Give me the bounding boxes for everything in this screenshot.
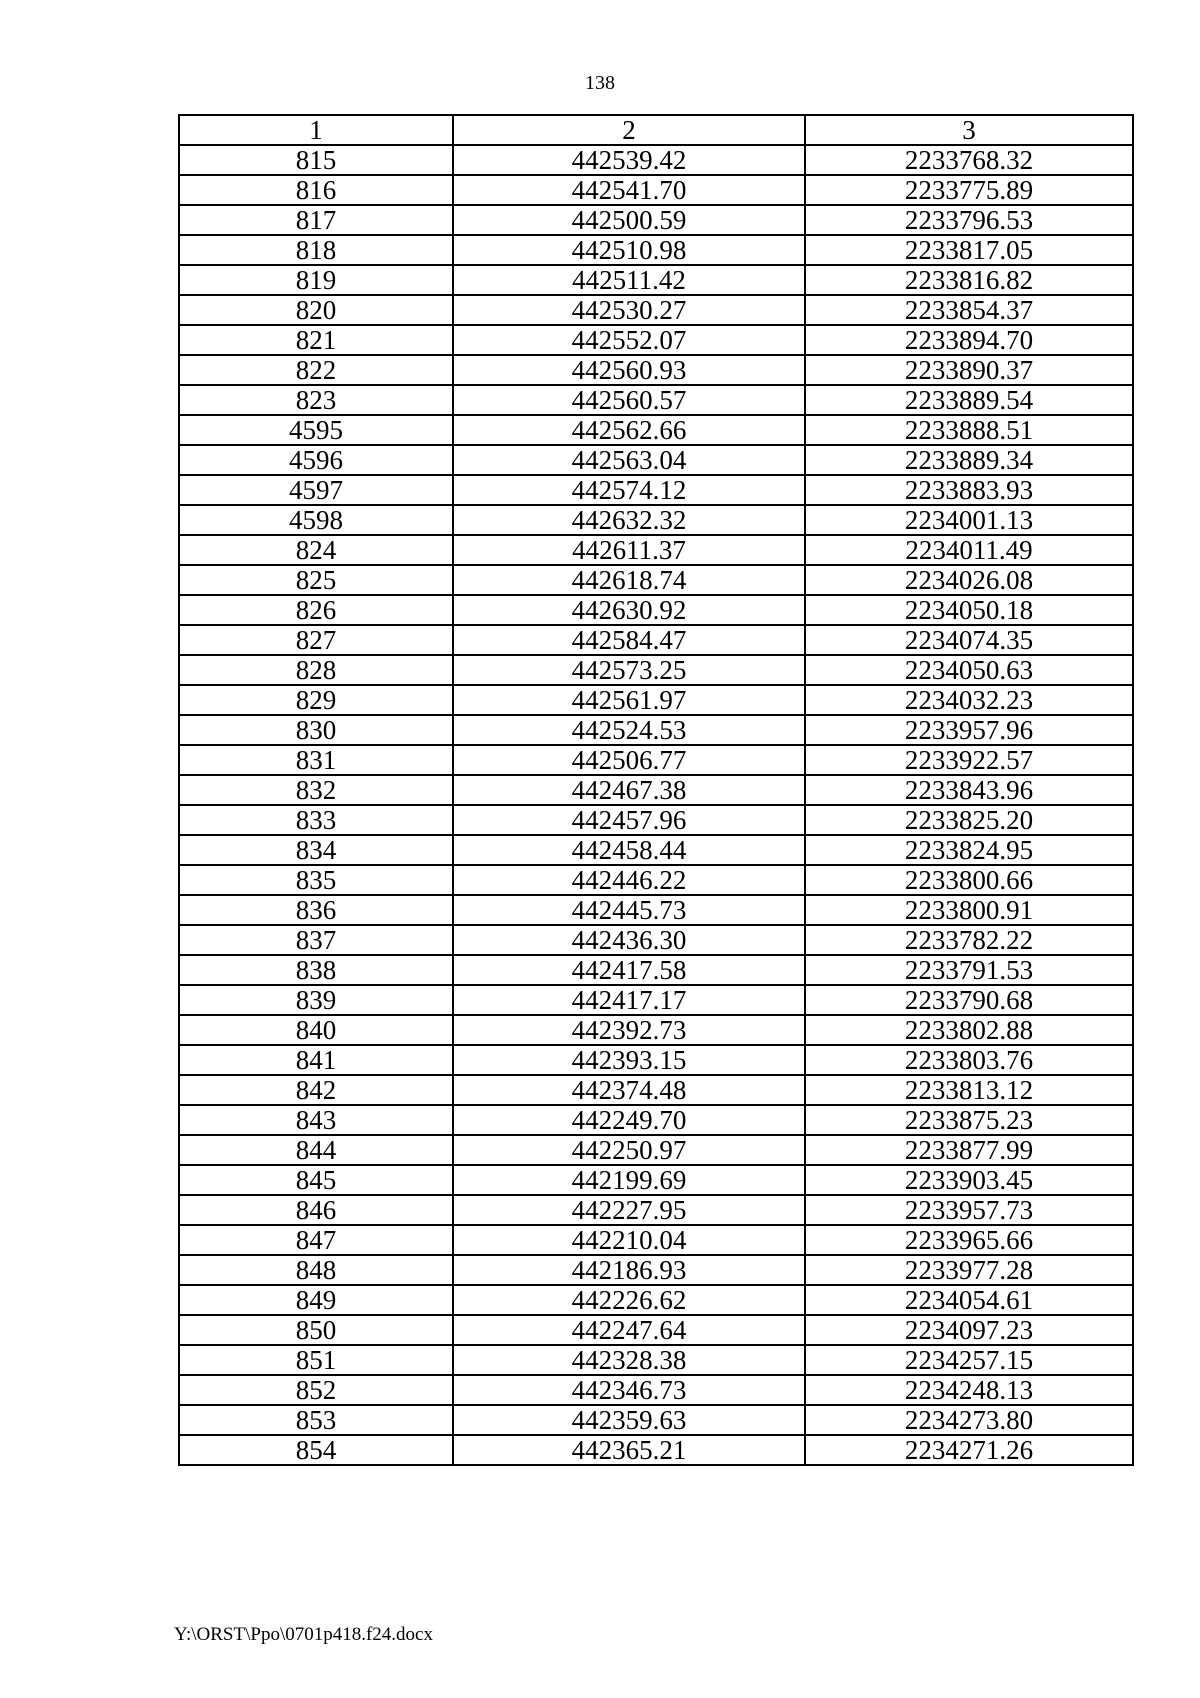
coordinate-y-cell: 2233817.05 <box>805 235 1133 265</box>
coordinate-y-cell: 2233877.99 <box>805 1135 1133 1165</box>
table-row <box>179 745 1133 775</box>
table-row <box>179 835 1133 865</box>
coordinate-x-cell: 442186.93 <box>453 1255 805 1285</box>
table-row <box>179 205 1133 235</box>
point-number-cell: 820 <box>179 295 453 325</box>
coordinate-x-cell: 442530.27 <box>453 295 805 325</box>
coordinate-y-cell: 2233816.82 <box>805 265 1133 295</box>
table-body <box>179 115 1133 1465</box>
table-header-row <box>179 115 1133 145</box>
coordinate-x-cell: 442250.97 <box>453 1135 805 1165</box>
point-number-cell: 851 <box>179 1345 453 1375</box>
coordinate-x-cell: 442618.74 <box>453 565 805 595</box>
coordinate-y-cell: 2233957.73 <box>805 1195 1133 1225</box>
table-row <box>179 535 1133 565</box>
coordinate-x-cell: 442417.58 <box>453 955 805 985</box>
table-row <box>179 265 1133 295</box>
coordinate-y-cell: 2234271.26 <box>805 1435 1133 1465</box>
coordinate-x-cell: 442552.07 <box>453 325 805 355</box>
point-number-cell: 853 <box>179 1405 453 1435</box>
coordinate-x-cell: 442560.93 <box>453 355 805 385</box>
coordinate-y-cell: 2234050.63 <box>805 655 1133 685</box>
coordinate-x-cell: 442445.73 <box>453 895 805 925</box>
coordinate-y-cell: 2234097.23 <box>805 1315 1133 1345</box>
coordinate-y-cell: 2233965.66 <box>805 1225 1133 1255</box>
table-row <box>179 895 1133 925</box>
table-row <box>179 1435 1133 1465</box>
point-number-cell: 817 <box>179 205 453 235</box>
point-number-cell: 4597 <box>179 475 453 505</box>
coordinate-x-cell: 442227.95 <box>453 1195 805 1225</box>
coordinate-x-cell: 442210.04 <box>453 1225 805 1255</box>
coordinate-x-cell: 442630.92 <box>453 595 805 625</box>
coordinate-y-cell: 2233825.20 <box>805 805 1133 835</box>
coordinate-y-cell: 2233803.76 <box>805 1045 1133 1075</box>
point-number-cell: 4598 <box>179 505 453 535</box>
coordinate-y-cell: 2234026.08 <box>805 565 1133 595</box>
coordinate-x-cell: 442446.22 <box>453 865 805 895</box>
point-number-cell: 828 <box>179 655 453 685</box>
point-number-cell: 839 <box>179 985 453 1015</box>
point-number-cell: 834 <box>179 835 453 865</box>
point-number-cell: 836 <box>179 895 453 925</box>
table-row <box>179 1135 1133 1165</box>
coordinate-y-cell: 2234248.13 <box>805 1375 1133 1405</box>
point-number-cell: 819 <box>179 265 453 295</box>
coordinate-x-cell: 442510.98 <box>453 235 805 265</box>
table-row <box>179 565 1133 595</box>
coordinate-y-cell: 2234050.18 <box>805 595 1133 625</box>
coordinate-x-cell: 442392.73 <box>453 1015 805 1045</box>
point-number-cell: 829 <box>179 685 453 715</box>
table-row <box>179 655 1133 685</box>
table-row <box>179 145 1133 175</box>
coordinate-y-cell: 2233903.45 <box>805 1165 1133 1195</box>
table-row <box>179 1045 1133 1075</box>
point-number-cell: 846 <box>179 1195 453 1225</box>
table-row <box>179 865 1133 895</box>
coordinate-y-cell: 2233775.89 <box>805 175 1133 205</box>
point-number-cell: 818 <box>179 235 453 265</box>
table-row <box>179 1225 1133 1255</box>
footer-file-path: Y:\ORST\Ppo\0701p418.f24.docx <box>174 1624 433 1645</box>
point-number-cell: 831 <box>179 745 453 775</box>
coordinate-x-cell: 442436.30 <box>453 925 805 955</box>
coordinate-x-cell: 442374.48 <box>453 1075 805 1105</box>
coordinate-x-cell: 442506.77 <box>453 745 805 775</box>
table-row <box>179 445 1133 475</box>
coordinate-y-cell: 2233888.51 <box>805 415 1133 445</box>
table-row <box>179 1075 1133 1105</box>
coordinate-x-cell: 442199.69 <box>453 1165 805 1195</box>
coordinate-x-cell: 442467.38 <box>453 775 805 805</box>
point-number-cell: 845 <box>179 1165 453 1195</box>
coordinate-x-cell: 442346.73 <box>453 1375 805 1405</box>
coordinate-y-cell: 2233813.12 <box>805 1075 1133 1105</box>
point-number-cell: 824 <box>179 535 453 565</box>
coordinate-y-cell: 2233977.28 <box>805 1255 1133 1285</box>
coordinate-x-cell: 442417.17 <box>453 985 805 1015</box>
table-row <box>179 805 1133 835</box>
coordinate-x-cell: 442611.37 <box>453 535 805 565</box>
point-number-cell: 838 <box>179 955 453 985</box>
point-number-cell: 826 <box>179 595 453 625</box>
coordinate-y-cell: 2233800.66 <box>805 865 1133 895</box>
column-header-3: 3 <box>805 115 1133 145</box>
coordinate-x-cell: 442393.15 <box>453 1045 805 1075</box>
point-number-cell: 4595 <box>179 415 453 445</box>
coordinate-x-cell: 442226.62 <box>453 1285 805 1315</box>
point-number-cell: 842 <box>179 1075 453 1105</box>
table-row <box>179 235 1133 265</box>
coordinate-y-cell: 2234011.49 <box>805 535 1133 565</box>
table-row <box>179 1285 1133 1315</box>
page-number: 138 <box>585 72 615 94</box>
point-number-cell: 848 <box>179 1255 453 1285</box>
point-number-cell: 816 <box>179 175 453 205</box>
table-row <box>179 385 1133 415</box>
coordinate-x-cell: 442573.25 <box>453 655 805 685</box>
coordinate-y-cell: 2233790.68 <box>805 985 1133 1015</box>
table-row <box>179 685 1133 715</box>
table-row <box>179 625 1133 655</box>
point-number-cell: 852 <box>179 1375 453 1405</box>
table-row <box>179 1375 1133 1405</box>
column-header-1: 1 <box>179 115 453 145</box>
point-number-cell: 849 <box>179 1285 453 1315</box>
point-number-cell: 4596 <box>179 445 453 475</box>
table-row <box>179 985 1133 1015</box>
point-number-cell: 850 <box>179 1315 453 1345</box>
coordinate-x-cell: 442457.96 <box>453 805 805 835</box>
coordinate-y-cell: 2233883.93 <box>805 475 1133 505</box>
coordinate-y-cell: 2233889.34 <box>805 445 1133 475</box>
point-number-cell: 832 <box>179 775 453 805</box>
coordinate-y-cell: 2234273.80 <box>805 1405 1133 1435</box>
table-row <box>179 295 1133 325</box>
point-number-cell: 847 <box>179 1225 453 1255</box>
table-row <box>179 1255 1133 1285</box>
point-number-cell: 825 <box>179 565 453 595</box>
coordinate-x-cell: 442562.66 <box>453 415 805 445</box>
coordinate-y-cell: 2233890.37 <box>805 355 1133 385</box>
coordinate-y-cell: 2233843.96 <box>805 775 1133 805</box>
coordinate-x-cell: 442365.21 <box>453 1435 805 1465</box>
coordinate-x-cell: 442632.32 <box>453 505 805 535</box>
point-number-cell: 854 <box>179 1435 453 1465</box>
point-number-cell: 823 <box>179 385 453 415</box>
coordinate-x-cell: 442524.53 <box>453 715 805 745</box>
coordinate-y-cell: 2233875.23 <box>805 1105 1133 1135</box>
coordinate-x-cell: 442249.70 <box>453 1105 805 1135</box>
point-number-cell: 827 <box>179 625 453 655</box>
coordinate-y-cell: 2233796.53 <box>805 205 1133 235</box>
table-row <box>179 475 1133 505</box>
table-row <box>179 775 1133 805</box>
table-row <box>179 415 1133 445</box>
coordinate-x-cell: 442563.04 <box>453 445 805 475</box>
table-row <box>179 925 1133 955</box>
table-row <box>179 1015 1133 1045</box>
coordinate-y-cell: 2233782.22 <box>805 925 1133 955</box>
table-row <box>179 505 1133 535</box>
point-number-cell: 833 <box>179 805 453 835</box>
coordinates-table <box>178 114 1134 1466</box>
coordinate-x-cell: 442560.57 <box>453 385 805 415</box>
point-number-cell: 822 <box>179 355 453 385</box>
point-number-cell: 841 <box>179 1045 453 1075</box>
coordinate-x-cell: 442541.70 <box>453 175 805 205</box>
table-row <box>179 355 1133 385</box>
coordinate-y-cell: 2233922.57 <box>805 745 1133 775</box>
point-number-cell: 837 <box>179 925 453 955</box>
coordinate-y-cell: 2233894.70 <box>805 325 1133 355</box>
point-number-cell: 840 <box>179 1015 453 1045</box>
coordinate-x-cell: 442458.44 <box>453 835 805 865</box>
coordinate-y-cell: 2234054.61 <box>805 1285 1133 1315</box>
column-header-2: 2 <box>453 115 805 145</box>
coordinate-y-cell: 2234074.35 <box>805 625 1133 655</box>
table-row <box>179 595 1133 625</box>
coordinate-x-cell: 442328.38 <box>453 1345 805 1375</box>
table-row <box>179 955 1133 985</box>
coordinate-y-cell: 2233768.32 <box>805 145 1133 175</box>
coordinate-x-cell: 442561.97 <box>453 685 805 715</box>
coordinate-y-cell: 2233802.88 <box>805 1015 1133 1045</box>
table-row <box>179 1405 1133 1435</box>
coordinate-x-cell: 442584.47 <box>453 625 805 655</box>
point-number-cell: 830 <box>179 715 453 745</box>
coordinate-x-cell: 442359.63 <box>453 1405 805 1435</box>
point-number-cell: 815 <box>179 145 453 175</box>
coordinate-y-cell: 2234032.23 <box>805 685 1133 715</box>
table-row <box>179 1195 1133 1225</box>
coordinate-y-cell: 2234001.13 <box>805 505 1133 535</box>
table-row <box>179 1105 1133 1135</box>
table-row <box>179 1165 1133 1195</box>
coordinate-x-cell: 442539.42 <box>453 145 805 175</box>
coordinate-x-cell: 442574.12 <box>453 475 805 505</box>
point-number-cell: 843 <box>179 1105 453 1135</box>
coordinate-x-cell: 442511.42 <box>453 265 805 295</box>
coordinate-y-cell: 2233791.53 <box>805 955 1133 985</box>
coordinate-y-cell: 2234257.15 <box>805 1345 1133 1375</box>
point-number-cell: 844 <box>179 1135 453 1165</box>
coordinate-x-cell: 442500.59 <box>453 205 805 235</box>
coordinate-x-cell: 442247.64 <box>453 1315 805 1345</box>
coordinate-y-cell: 2233854.37 <box>805 295 1133 325</box>
table-row <box>179 175 1133 205</box>
coordinate-y-cell: 2233957.96 <box>805 715 1133 745</box>
table-row <box>179 1315 1133 1345</box>
coordinate-y-cell: 2233889.54 <box>805 385 1133 415</box>
coordinate-y-cell: 2233800.91 <box>805 895 1133 925</box>
table-row <box>179 325 1133 355</box>
table-row <box>179 715 1133 745</box>
point-number-cell: 821 <box>179 325 453 355</box>
point-number-cell: 835 <box>179 865 453 895</box>
table-row <box>179 1345 1133 1375</box>
coordinate-y-cell: 2233824.95 <box>805 835 1133 865</box>
